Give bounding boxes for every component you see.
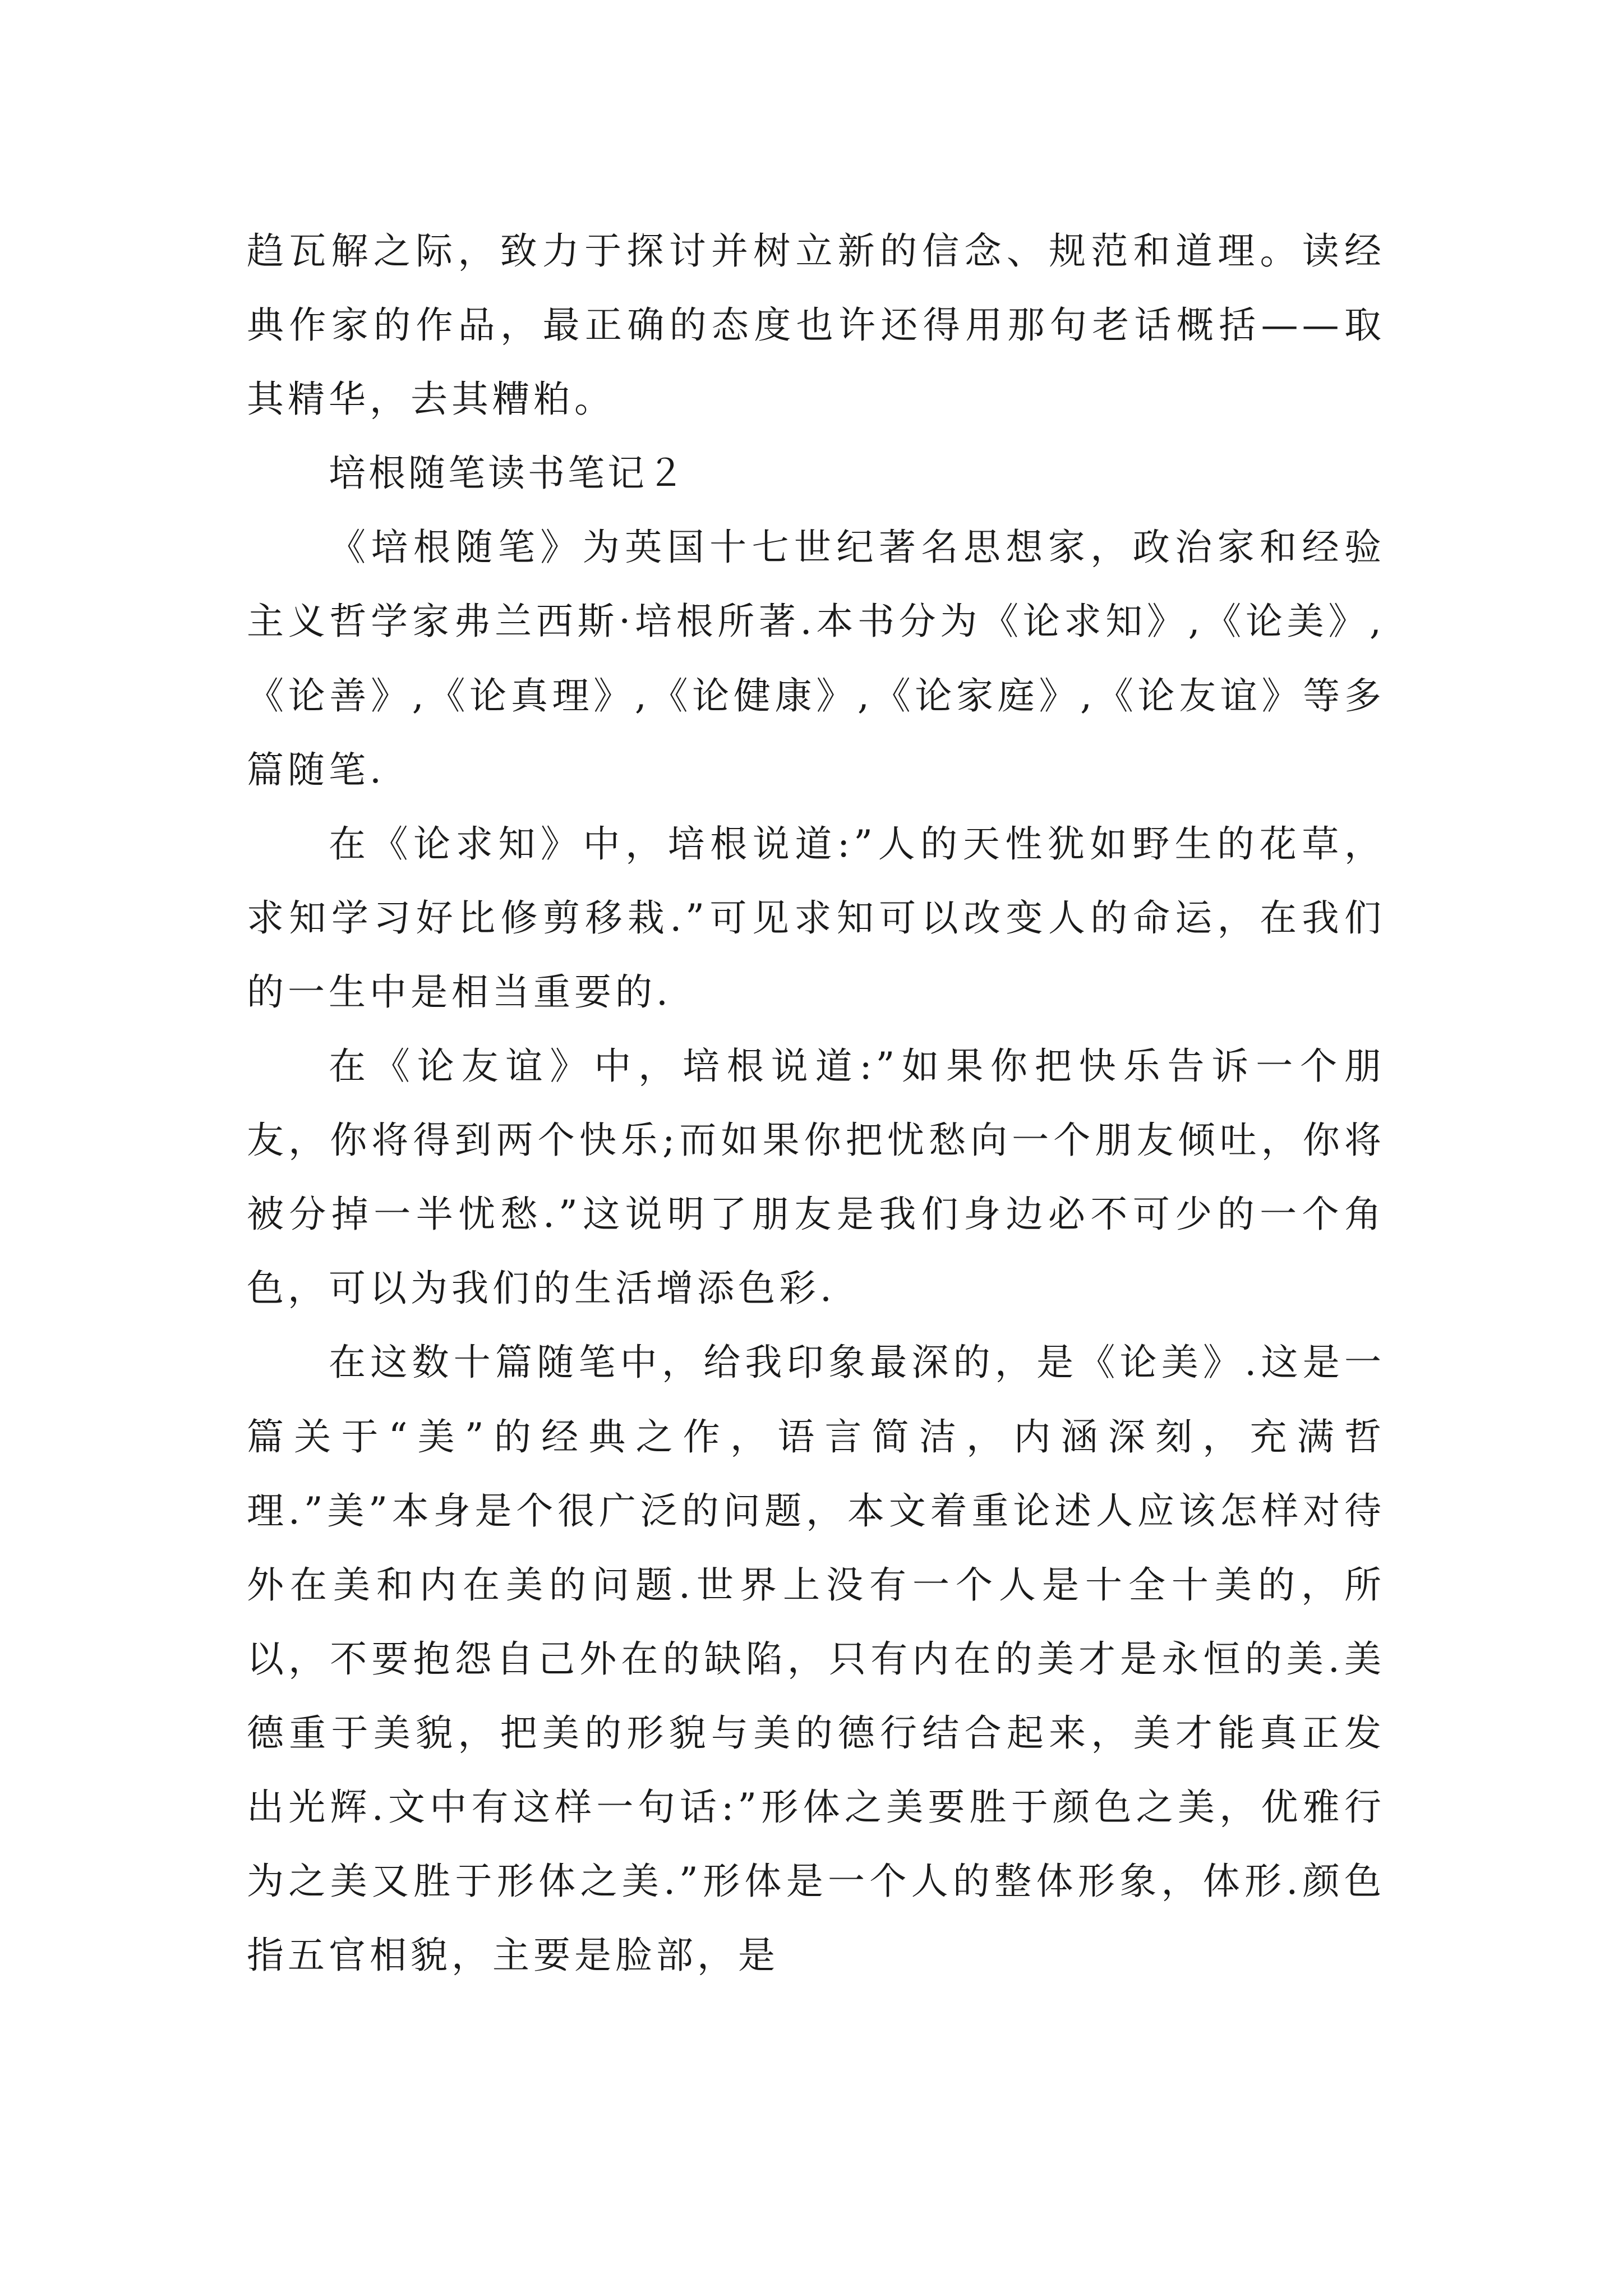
paragraph-continuation: 趋瓦解之际，致力于探讨并树立新的信念、规范和道理。读经典作家的作品，最正确的态度也许还得用那句老话概括——取其精华，去其糟粕。	[247, 229, 1385, 421]
section-heading: 培根随笔读书笔记２	[329, 452, 687, 495]
document-body	[247, 214, 1385, 1993]
paragraph-intro: 《培根随笔》为英国十七世纪著名思想家，政治家和经验主义哲学家弗兰西斯·培根所著.本书分为《论求知》,《论美》,《论善》,《论真理》,《论健康》,《论家庭》,《论友谊》等多篇随笔.	[247, 526, 1385, 792]
paragraph-on-friendship: 在《论友谊》中，培根说道:”如果你把快乐告诉一个朋友，你将得到两个快乐;而如果你把忧愁向一个朋友倾吐，你将被分掉一半忧愁.”这说明了朋友是我们身边必不可少的一个角色，可以为我们的生活增添色彩.	[247, 1045, 1385, 1310]
paragraph-on-knowledge: 在《论求知》中，培根说道:”人的天性犹如野生的花草，求知学习好比修剪移栽.”可见求知可以改变人的命运，在我们的一生中是相当重要的.	[247, 822, 1385, 1014]
paragraph-on-beauty: 在这数十篇随笔中，给我印象最深的，是《论美》.这是一篇关于“美”的经典之作，语言简洁，内涵深刻，充满哲理.”美”本身是个很广泛的问题，本文着重论述人应该怎样对待外在美和内在美的问题.世界上没有一个人是十全十美的，所以，不要抱怨自己外在的缺陷，只有内在的美才是永恒的美.美德重于美貌，把美的形貌与美的德行结合起来，美才能真正发出光辉.文中有这样一句话:”形体之美要胜于颜色之美，优雅行为之美又胜于形体之美.”形体是一个人的整体形象，体形.颜色指五官相貌，主要是脸部，是	[247, 1341, 1385, 1977]
